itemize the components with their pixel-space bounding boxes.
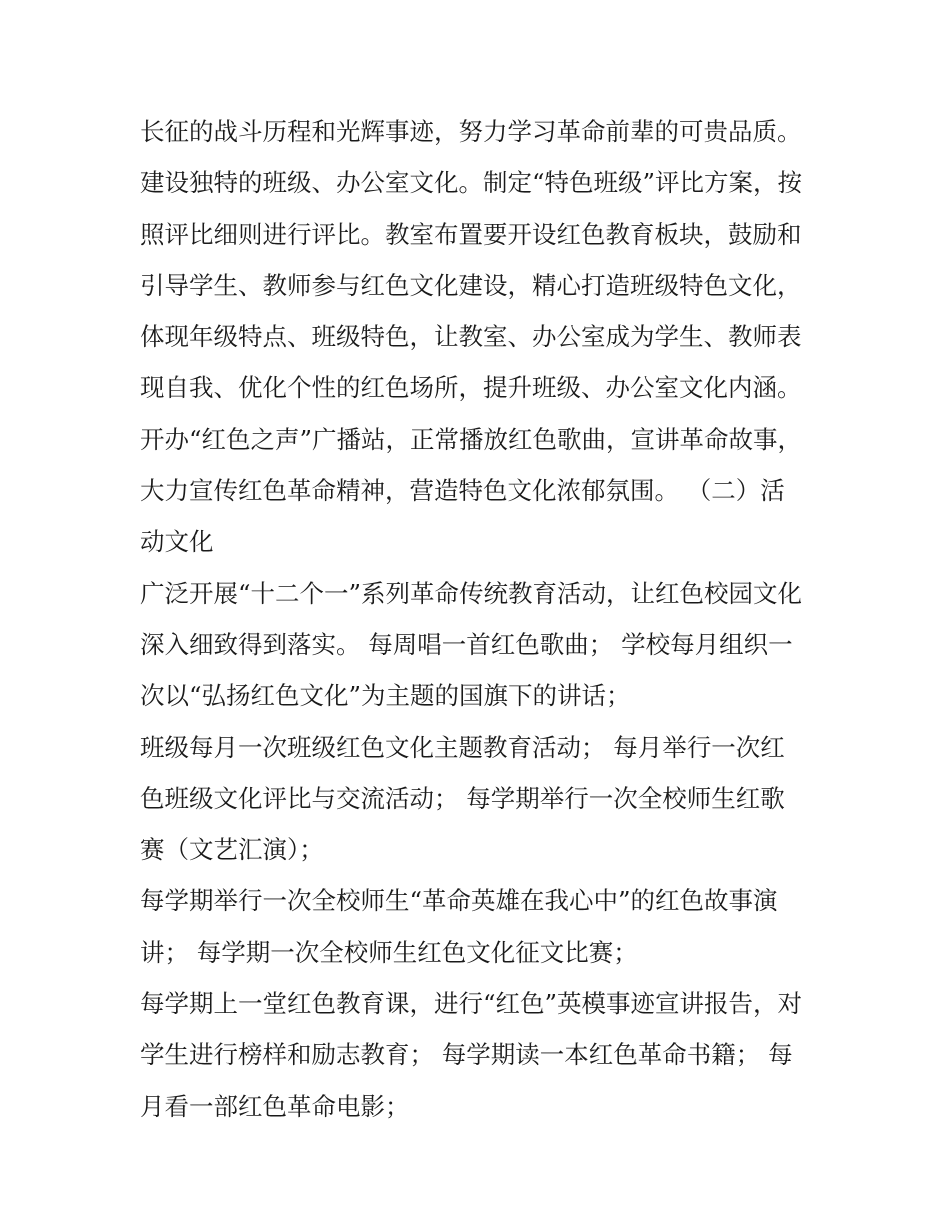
text-line: 深入细致得到落实。 每周唱一首红色歌曲； 学校每月组织一	[140, 629, 793, 659]
text-line: 每学期上一堂红色教育课，进行“红色”英模事迹宣讲报告，对	[140, 989, 803, 1019]
text-line: 每学期举行一次全校师生“革命英雄在我心中”的红色故事演	[140, 886, 778, 916]
text-line: 引导学生、教师参与红色文化建设，精心打造班级特色文化，	[140, 270, 802, 300]
body-text	[140, 106, 820, 1132]
text-line: 照评比细则进行评比。教室布置要开设红色教育板块，鼓励和	[140, 219, 802, 249]
text-line: 班级每月一次班级红色文化主题教育活动； 每月举行一次红	[140, 732, 785, 762]
text-line: 开办“红色之声”广播站，正常播放红色歌曲，宣讲革命故事，	[140, 424, 803, 454]
text-line: 讲； 每学期一次全校师生红色文化征文比赛；	[140, 937, 638, 967]
text-line: 次以“弘扬红色文化”为主题的国旗下的讲话；	[140, 681, 631, 711]
text-line: 长征的战斗历程和光辉事迹，努力学习革命前辈的可贵品质。	[140, 117, 802, 146]
text-line: 现自我、优化个性的红色场所，提升班级、办公室文化内涵。	[140, 373, 802, 403]
text-line: 体现年级特点、班级特色，让教室、办公室成为学生、教师表	[140, 322, 802, 352]
text-line: 建设独特的班级、办公室文化。制定“特色班级”评比方案，按	[140, 168, 803, 198]
text-line: 色班级文化评比与交流活动； 每学期举行一次全校师生红歌	[140, 783, 785, 813]
text-line: 广泛开展“十二个一”系列革命传统教育活动，让红色校园文化	[140, 578, 803, 608]
text-line: 赛（文艺汇演）；	[140, 835, 324, 865]
text-line: 大力宣传红色革命精神，营造特色文化浓郁氛围。 （二）活	[140, 476, 785, 506]
text-line: 动文化	[140, 527, 214, 557]
text-line: 月看一部红色革命电影；	[140, 1091, 410, 1121]
text-line: 学生进行榜样和励志教育； 每学期读一本红色革命书籍； 每	[140, 1040, 793, 1070]
